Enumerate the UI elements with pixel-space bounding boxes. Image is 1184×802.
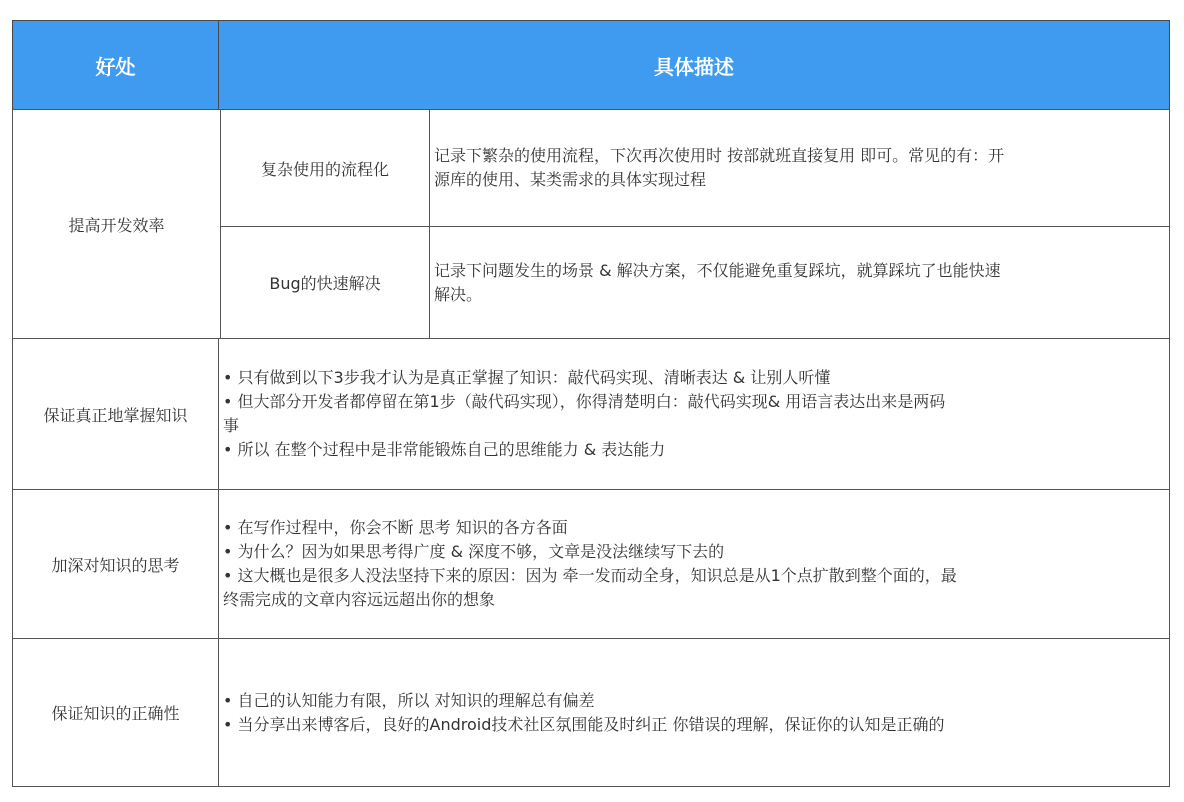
row-desc-thinking bbox=[218, 489, 1170, 639]
header-benefit: 好处 bbox=[12, 20, 219, 110]
desc-line: 记录下问题发生的场景 & 解决方案，不仅能避免重复踩坑，就算踩坑了也能快速 bbox=[434, 260, 1001, 280]
desc-line: • 在写作过程中，你会不断 思考 知识的各方各面 bbox=[223, 518, 568, 537]
row-label-mastery: 保证真正地掌握知识 bbox=[12, 338, 219, 490]
desc-line: • 但大部分开发者都停留在第1步（敲代码实现），你得清楚明白：敲代码实现& 用语言表达出来是两码 bbox=[223, 392, 946, 411]
row-label-thinking: 加深对知识的思考 bbox=[12, 489, 219, 639]
desc-line: 解决。 bbox=[434, 284, 483, 304]
sub-label-workflow: 复杂使用的流程化 bbox=[220, 109, 430, 227]
row-desc-correctness bbox=[218, 638, 1170, 787]
sub-label-bugfix: Bug的快速解决 bbox=[220, 226, 430, 339]
desc-line: • 为什么？因为如果思考得广度 & 深度不够，文章是没法继续写下去的 bbox=[223, 542, 725, 561]
row-label-efficiency: 提高开发效率 bbox=[12, 109, 221, 339]
row-label-correctness: 保证知识的正确性 bbox=[12, 638, 219, 787]
desc-line: 源库的使用、某类需求的具体实现过程 bbox=[434, 170, 707, 189]
desc-line: 终需完成的文章内容远远超出你的想象 bbox=[223, 590, 496, 609]
sub-desc-workflow bbox=[429, 109, 1170, 227]
header-description: 具体描述 bbox=[218, 20, 1170, 110]
desc-line: • 只有做到以下3步我才认为是真正掌握了知识：敲代码实现、清晰表达 & 让别人听懂 bbox=[223, 368, 831, 387]
desc-line: • 这大概也是很多人没法坚持下来的原因：因为 牵一发而动全身，知识总是从1个点扩散到整个面的，最 bbox=[223, 566, 957, 585]
desc-line: • 自己的认知能力有限，所以 对知识的理解总有偏差 bbox=[223, 690, 595, 710]
sub-desc-bugfix bbox=[429, 226, 1170, 339]
desc-line: • 所以 在整个过程中是非常能锻炼自己的思维能力 & 表达能力 bbox=[223, 440, 666, 459]
desc-line: • 当分享出来博客后，良好的Android技术社区氛围能及时纠正 你错误的理解，保证你的认知是正确的 bbox=[223, 714, 945, 734]
row-desc-mastery bbox=[218, 338, 1170, 490]
desc-line: 记录下繁杂的使用流程，下次再次使用时 按部就班直接复用 即可。常见的有：开 bbox=[434, 146, 1005, 165]
benefits-table bbox=[12, 20, 1170, 787]
desc-line: 事 bbox=[223, 416, 240, 435]
